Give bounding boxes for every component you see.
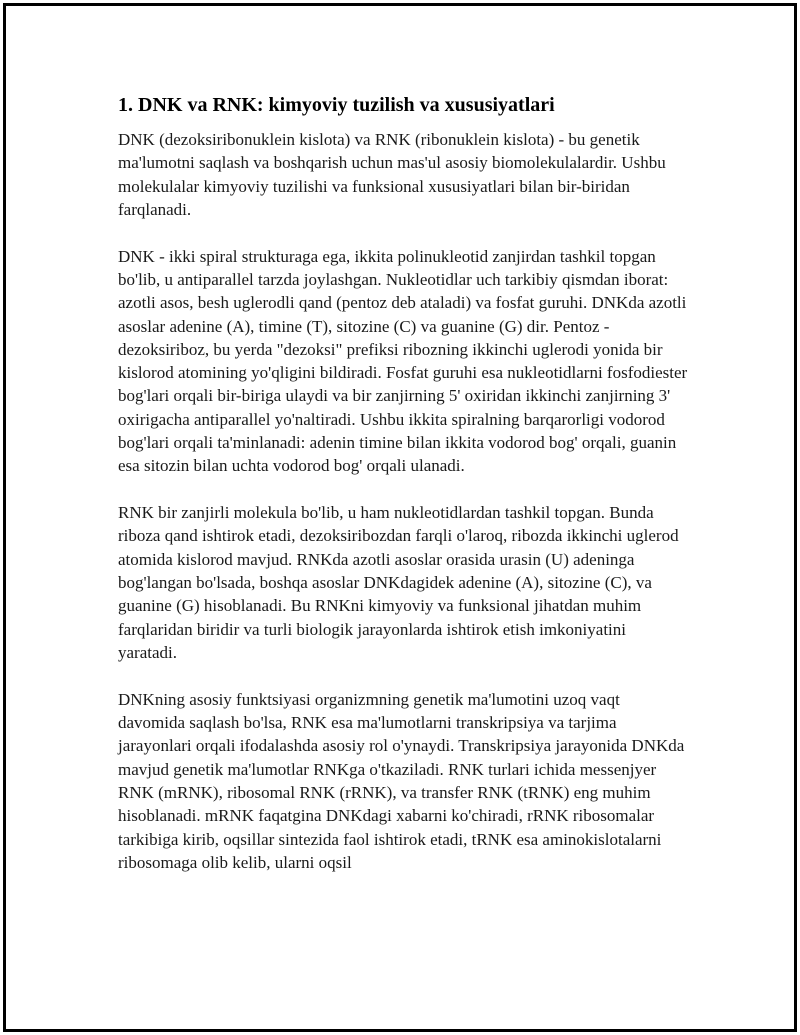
document-body [118, 92, 688, 898]
section-heading: 1. DNK va RNK: kimyoviy tuzilish va xususiyatlari [118, 94, 555, 116]
paragraph-intro: DNK (dezoksiribonuklein kislota) va RNK (ribonuklein kislota) - bu genetik ma'lumotni saqlash va boshqarish uchun mas'ul asosiy biomolekulalardir. Ushbu molekulalar kimyoviy tuzilishi va funksional xususiyatlari bilan bir-biridan farqlanadi. [118, 130, 666, 219]
paragraph-dnk-structure: DNK - ikki spiral strukturaga ega, ikkita polinukleotid zanjirdan tashkil topgan bo'lib, u antiparallel tarzda joylashgan. Nukleotidlar uch tarkibiy qismdan iborat: azotli asos, besh uglerodli qand (pentoz deb ataladi) va fosfat guruhi. DNKda azotli asoslar adenine (A), timine (T), sitozine (C) va guanine (G) dir. Pentoz - dezoksiriboz, bu yerda "dezoksi" prefiksi ribozning ikkinchi uglerodi yonida bir kislorod atomining yo'qligini bildiradi. Fosfat guruhi esa nukleotidlarni fosfodiester bog'lari orqali bir-biriga ulaydi va bir zanjirning 5' oxiridan ikkinchi zanjirning 3' oxirigacha antiparallel yo'naltiradi. Ushbu ikkita spiralning barqarorligi vodorod bog'lari orqali ta'minlanadi: adenin timine bilan ikkita vodorod bog' orqali, guanin esa sitozin bilan uchta vodorod bog' orqali ulanadi. [118, 246, 688, 476]
paragraph-functions: DNKning asosiy funktsiyasi organizmning genetik ma'lumotini uzoq vaqt davomida saqlash bo'lsa, RNK esa ma'lumotlarni transkripsiya va tarjima jarayonlari orqali ifodalashda asosiy rol o'ynaydi. Transkripsiya jarayonida DNKda mavjud genetik ma'lumotlar RNKga o'tkaziladi. RNK turlari ichida messenjyer RNK (mRNK), ribosomal RNK (rRNK), va transfer RNK (tRNK) eng muhim hisoblanadi. mRNK faqatgina DNKdagi xabarni ko'chiradi, rRNK ribosomalar tarkibiga kirib, oqsillar sintezida faol ishtirok etadi, tRNK esa aminokislotalarni ribosomaga olib kelib, ularni oqsil [118, 689, 685, 872]
paragraph-rnk-structure: RNK bir zanjirli molekula bo'lib, u ham nukleotidlardan tashkil topgan. Bunda riboza qand ishtirok etadi, dezoksiribozdan farqli o'laroq, ribozda ikkinchi uglerod atomida kislorod mavjud. RNKda azotli asoslar orasida urasin (U) adeninga bog'langan bo'lsada, boshqa asoslar DNKdagidek adenine (A), sitozine (C), va guanine (G) hisoblanadi. Bu RNKni kimyoviy va funksional jihatdan muhim farqlaridan biridir va turli biologik jarayonlarda ishtirok etish imkoniyatini yaratadi. [118, 503, 679, 662]
